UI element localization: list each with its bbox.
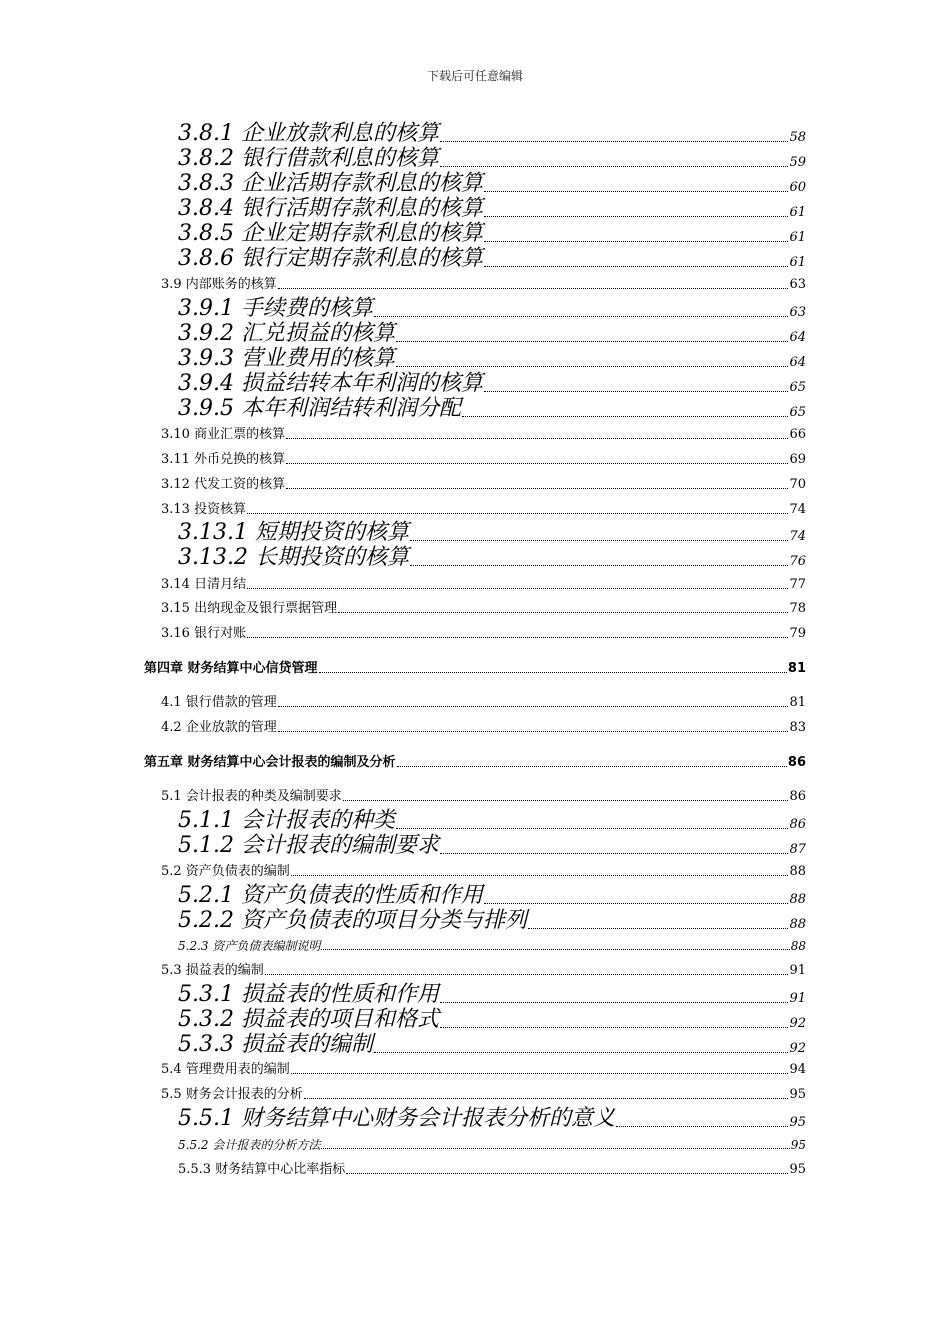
toc-entry[interactable] [178,884,806,908]
toc-entry[interactable] [178,938,806,954]
leader-dots [484,215,788,217]
toc-entry-label: 3.8.4 银行活期存款利息的核算 [178,196,483,221]
leader-dots [397,765,787,767]
leader-dots [286,487,788,489]
toc-entry-label: 3.11 外币兑换的核算 [161,452,286,467]
leader-dots [374,1051,788,1053]
toc-entry-page: 58 [789,130,806,145]
toc-entry[interactable] [161,626,806,642]
toc-entry[interactable] [161,864,806,880]
leader-dots [278,705,789,707]
toc-entry-page: 74 [789,502,806,517]
leader-dots [484,390,788,392]
toc-entry-page: 70 [789,477,806,492]
leader-dots [616,1125,788,1127]
toc-entry-page: 95 [789,1087,806,1102]
toc-entry-page: 79 [789,626,806,641]
toc-entry-page: 95 [789,1162,806,1177]
toc-entry-label: 3.8.3 企业活期存款利息的核算 [178,171,483,196]
toc-entry-page: 86 [789,789,806,804]
toc-entry[interactable] [178,297,806,321]
leader-dots [484,190,788,192]
toc-entry-page: 95 [790,1138,806,1152]
toc-entry-label: 3.10 商业汇票的核算 [161,427,286,442]
toc-entry[interactable] [161,477,806,493]
toc-entry-label: 5.5 财务会计报表的分析 [161,1087,303,1102]
toc-entry-page: 81 [789,695,806,710]
toc-entry-page: 88 [790,939,806,953]
toc-entry-page: 64 [789,330,806,345]
toc-entry-label: 3.13.2 长期投资的核算 [178,545,409,570]
leader-dots [291,874,789,876]
toc-entry[interactable] [178,122,806,146]
leader-dots [286,437,788,439]
toc-entry-label: 5.5.3 财务结算中心比率指标 [178,1162,346,1177]
toc-entry-page: 91 [789,963,806,978]
toc-entry-label: 3.8.2 银行借款利息的核算 [178,146,439,171]
toc-entry-page: 65 [789,405,806,420]
toc-entry-label: 5.4 管理费用表的编制 [161,1062,290,1077]
toc-entry-label: 5.5.2 会计报表的分析方法 [178,1138,321,1152]
leader-dots [291,1072,789,1074]
leader-dots [440,165,788,167]
leader-dots [410,539,788,541]
toc-entry-page: 77 [789,577,806,592]
toc-entry-label: 3.15 出纳现金及银行票据管理 [161,601,338,616]
leader-dots [304,1097,789,1099]
toc-entry[interactable] [178,147,806,171]
toc-entry-label: 3.9.5 本年利润结转利润分配 [178,396,461,421]
toc-entry-label: 第五章 财务结算中心会计报表的编制及分析 [144,755,396,770]
toc-entry[interactable] [178,322,806,346]
toc-entry[interactable] [161,695,806,711]
toc-entry[interactable] [161,1062,806,1078]
toc-entry-label: 5.2 资产负债表的编制 [161,864,290,879]
toc-entry[interactable] [178,397,806,421]
leader-dots [346,1172,788,1174]
toc-entry-page: 92 [789,1041,806,1056]
toc-entry[interactable] [178,1137,806,1153]
toc-entry-page: 78 [789,601,806,616]
leader-dots [247,587,788,589]
toc-entry-label: 5.2.2 资产负债表的项目分类与排列 [178,908,527,933]
toc-entry-label: 5.3 损益表的编制 [161,963,264,978]
toc-chapter[interactable] [144,661,806,677]
leader-dots [338,611,788,613]
toc-entry[interactable] [178,222,806,246]
toc-entry-page: 74 [789,529,806,544]
leader-dots [278,287,789,289]
leader-dots [528,927,788,929]
toc-entry[interactable] [178,1008,806,1032]
toc-entry-label: 5.5.1 财务结算中心财务会计报表分析的意义 [178,1106,615,1131]
leader-dots [440,1026,788,1028]
toc-entry[interactable] [178,909,806,933]
toc-entry-page: 86 [787,755,806,770]
toc-entry[interactable] [178,1162,806,1178]
toc-entry[interactable] [161,963,806,979]
toc-entry-page: 61 [789,205,806,220]
toc-entry[interactable] [178,521,806,545]
toc-entry-page: 60 [789,180,806,195]
toc-entry-page: 95 [789,1115,806,1130]
toc-entry[interactable] [178,172,806,196]
toc-entry[interactable] [161,277,806,293]
toc-entry-label: 5.3.2 损益表的项目和格式 [178,1007,439,1032]
toc-entry-label: 3.12 代发工资的核算 [161,477,286,492]
leader-dots [440,1001,788,1003]
toc-chapter[interactable] [144,755,806,771]
leader-dots [440,140,788,142]
leader-dots [343,799,789,801]
toc-entry-label: 3.8.5 企业定期存款利息的核算 [178,221,483,246]
toc-entry[interactable] [178,1033,806,1057]
leader-dots [319,671,787,673]
leader-dots [321,1147,789,1149]
leader-dots [265,973,789,975]
toc-entry-label: 3.9.4 损益结转本年利润的核算 [178,371,483,396]
toc-entry-label: 4.1 银行借款的管理 [161,695,277,710]
leader-dots [462,415,788,417]
toc-entry[interactable] [161,789,806,805]
toc-entry-page: 61 [789,255,806,270]
leader-dots [247,512,788,514]
leader-dots [484,240,788,242]
toc-entry-label: 3.8.6 银行定期存款利息的核算 [178,246,483,271]
toc-entry-page: 63 [789,277,806,292]
toc-entry-label: 5.1.2 会计报表的编制要求 [178,833,439,858]
toc-entry-page: 63 [789,305,806,320]
leader-dots [286,462,788,464]
toc-entry-label: 3.13.1 短期投资的核算 [178,520,409,545]
toc-entry[interactable] [161,601,806,617]
toc-entry[interactable] [178,834,806,858]
toc-entry-label: 3.9.3 营业费用的核算 [178,346,395,371]
toc-entry-label: 5.2.3 资产负债表编制说明 [178,939,321,953]
toc-entry-label: 第四章 财务结算中心信贷管理 [144,661,318,676]
leader-dots [396,827,788,829]
toc-entry-label: 3.8.1 企业放款利息的核算 [178,121,439,146]
toc-entry-label: 5.3.1 损益表的性质和作用 [178,982,439,1007]
toc-entry-page: 81 [787,661,806,676]
toc-entry-page: 66 [789,427,806,442]
leader-dots [440,852,788,854]
toc-entry-label: 3.16 银行对账 [161,626,247,641]
toc-entry[interactable] [161,720,806,736]
toc-entry-label: 3.9.1 手续费的核算 [178,296,373,321]
leader-dots [484,902,788,904]
toc-entry[interactable] [178,372,806,396]
leader-dots [321,948,789,950]
toc-entry-label: 4.2 企业放款的管理 [161,720,277,735]
page-header: 下载后可任意编辑 [426,69,523,83]
toc-entry-page: 59 [789,155,806,170]
leader-dots [247,636,788,638]
toc-entry-page: 86 [789,817,806,832]
toc-entry-page: 88 [789,892,806,907]
toc-entry[interactable] [178,1107,806,1131]
toc-entry-label: 5.3.3 损益表的编制 [178,1032,373,1057]
leader-dots [396,365,788,367]
toc-entry-label: 5.2.1 资产负债表的性质和作用 [178,883,483,908]
toc-entry[interactable] [161,502,806,518]
leader-dots [396,340,788,342]
toc-entry[interactable] [178,809,806,833]
toc-entry-page: 91 [789,991,806,1006]
toc-entry[interactable] [178,197,806,221]
toc-entry-label: 5.1.1 会计报表的种类 [178,808,395,833]
toc-entry[interactable] [161,577,806,593]
toc-entry[interactable] [178,546,806,570]
toc-entry-label: 3.13 投资核算 [161,502,247,517]
toc-entry-page: 69 [789,452,806,467]
leader-dots [278,730,789,732]
leader-dots [484,265,788,267]
toc-entry-page: 88 [789,917,806,932]
toc-entry-page: 87 [789,842,806,857]
toc-entry-page: 94 [789,1062,806,1077]
toc-entry-page: 88 [789,864,806,879]
toc-entry-page: 65 [789,380,806,395]
toc-entry[interactable] [161,452,806,468]
toc-entry-page: 76 [789,554,806,569]
toc-entry-page: 64 [789,355,806,370]
toc-entry[interactable] [161,1087,806,1103]
toc-entry-page: 83 [789,720,806,735]
toc-entry-page: 61 [789,230,806,245]
toc-entry-label: 3.9.2 汇兑损益的核算 [178,321,395,346]
toc-entry-label: 3.14 日清月结 [161,577,247,592]
toc-entry-page: 92 [789,1016,806,1031]
toc-entry[interactable] [178,247,806,271]
toc-entry[interactable] [178,347,806,371]
leader-dots [410,564,788,566]
toc-entry-label: 3.9 内部账务的核算 [161,277,277,292]
toc-entry[interactable] [178,983,806,1007]
toc-entry-label: 5.1 会计报表的种类及编制要求 [161,789,342,804]
toc-entry[interactable] [161,427,806,443]
leader-dots [374,315,788,317]
